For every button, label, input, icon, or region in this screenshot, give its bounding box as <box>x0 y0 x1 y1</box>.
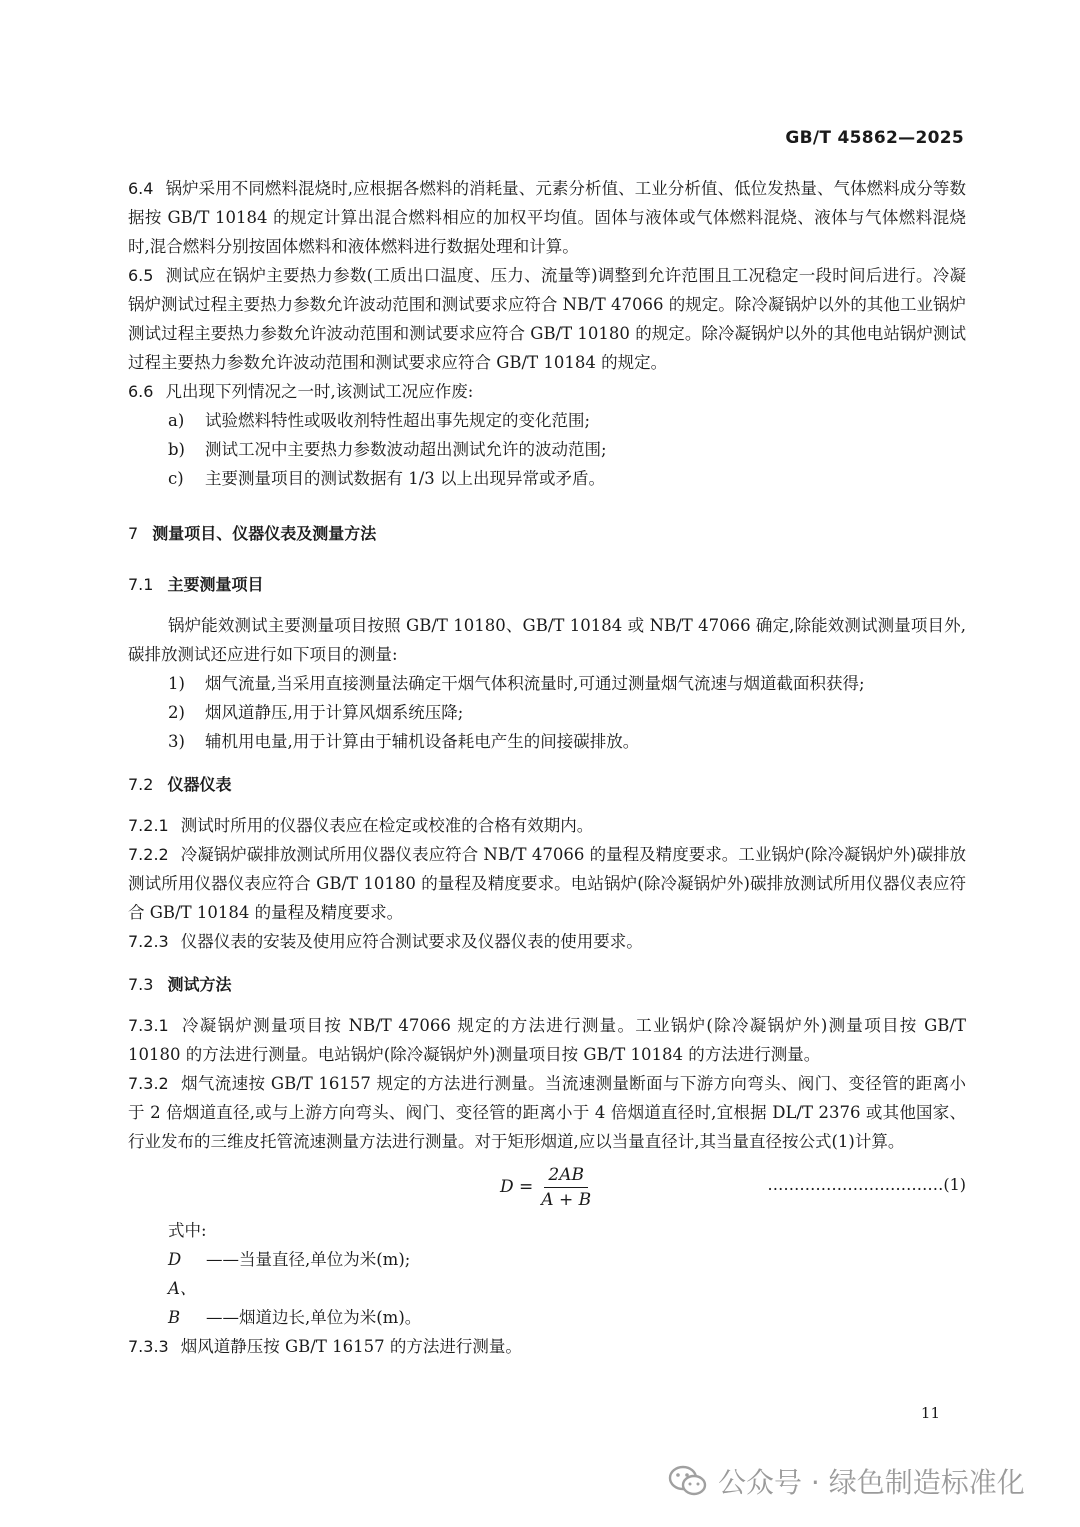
numerator: 2AB <box>544 1165 588 1188</box>
clause-6-4 <box>128 174 966 261</box>
standard-number: GB/T 45862—2025 <box>785 128 964 148</box>
fraction <box>541 1165 591 1210</box>
clause-text: 测试应在锅炉主要热力参数(工质出口温度、压力、流量等)调整到允许范围且工况稳定一段时间后进行。冷凝锅炉测试过程主要热力参数允许波动范围和测试要求应符合 NB/T 47066 的规定。除冷凝锅炉以外的其他工业锅炉测试过程主要热力参数允许波动范围和测试要求应符合 GB/T 10180 的规定。除冷凝锅炉以外的其他电站锅炉测试过程主要热力参数允许波动范围和测试要求应符合 GB/T 10184 的规定。 <box>128 266 966 372</box>
section-number: 7 <box>128 524 139 543</box>
clause-number: 6.6 <box>128 382 154 401</box>
clause-text: 锅炉采用不同燃料混烧时,应根据各燃料的消耗量、元素分析值、工业分析值、低位发热量、气体燃料成分等数据按 GB/T 10184 的规定计算出混合燃料相应的加权平均值。固体与液体或气体燃料混烧、液体与气体燃料混烧时,混合燃料分别按固体燃料和液体燃料进行数据处理和计算。 <box>128 179 966 256</box>
equation <box>500 1162 591 1212</box>
list-label: 1) <box>168 674 185 693</box>
clause-number: 6.5 <box>128 266 154 285</box>
list-text: 测试工况中主要热力参数波动超出测试允许的波动范围; <box>205 440 607 459</box>
clause-7-2-3 <box>128 927 966 956</box>
list-label: 3) <box>168 732 185 751</box>
page-number: 11 <box>920 1404 940 1422</box>
clause-7-2-2 <box>128 840 966 927</box>
list-item <box>128 698 966 727</box>
variable-definition <box>128 1274 966 1332</box>
clause-text: 凡出现下列情况之一时,该测试工况应作废: <box>165 382 474 401</box>
section-title: 测量项目、仪器仪表及测量方法 <box>152 524 377 543</box>
section-number: 7.1 <box>128 575 154 594</box>
section-number: 7.2 <box>128 775 154 794</box>
list-text: 烟风道静压,用于计算风烟系统压降; <box>205 703 464 722</box>
variable-symbol: D <box>168 1250 182 1269</box>
clause-7-3-2 <box>128 1069 966 1156</box>
watermark-text: 公众号 · 绿色制造标准化 <box>718 1466 1025 1499</box>
equation-number: ……………………………(1) <box>767 1175 966 1194</box>
clause-number: 7.2.3 <box>128 932 169 951</box>
variable-definition <box>128 1245 966 1274</box>
list-label: c) <box>168 469 184 488</box>
section-title: 仪器仪表 <box>167 775 232 794</box>
clause-text: 冷凝锅炉测量项目按 NB/T 47066 规定的方法进行测量。工业锅炉(除冷凝锅炉外)测量项目按 GB/T 10180 的方法进行测量。电站锅炉(除冷凝锅炉外)测量项目按 GB/T 10184 的方法进行测量。 <box>128 1016 966 1064</box>
clause-text: 烟风道静压按 GB/T 16157 的方法进行测量。 <box>180 1337 522 1356</box>
clause-text: 烟气流速按 GB/T 16157 规定的方法进行测量。当流速测量断面与下游方向弯头、阀门、变径管的距离小于 2 倍烟道直径,或与上游方向弯头、阀门、变径管的距离小于 4 倍烟道直径时,宜根据 DL/T 2376 或其他国家、行业发布的三维皮托管流速测量方法进行测量。对于矩形烟道,应以当量直径计,其当量直径按公式(1)计算。 <box>128 1074 966 1151</box>
section-heading-7-3 <box>128 970 966 999</box>
clause-number: 7.2.1 <box>128 816 169 835</box>
list-text: 主要测量项目的测试数据有 1/3 以上出现异常或矛盾。 <box>205 469 606 488</box>
list-item <box>128 669 966 698</box>
list-label: a) <box>168 411 185 430</box>
clause-number: 6.4 <box>128 179 154 198</box>
clause-text: 仪器仪表的安装及使用应符合测试要求及仪器仪表的使用要求。 <box>180 932 643 951</box>
list-label: 2) <box>168 703 185 722</box>
clause-number: 7.3.3 <box>128 1337 169 1356</box>
list-text: 烟气流量,当采用直接测量法确定干烟气体积流量时,可通过测量烟气流速与烟道截面积获得; <box>205 674 865 693</box>
wechat-icon <box>668 1464 708 1498</box>
list-text: 试验燃料特性或吸收剂特性超出事先规定的变化范围; <box>205 411 591 430</box>
section-title: 主要测量项目 <box>167 575 264 594</box>
where-label: 式中: <box>168 1221 207 1240</box>
watermark <box>668 1461 1025 1501</box>
clause-text: 测试时所用的仪器仪表应在检定或校准的合格有效期内。 <box>180 816 594 835</box>
section-number: 7.3 <box>128 975 154 994</box>
list-item <box>128 464 966 493</box>
clause-number: 7.3.2 <box>128 1074 169 1093</box>
list-text: 辅机用电量,用于计算由于辅机设备耗电产生的间接碳排放。 <box>205 732 640 751</box>
list-item <box>128 435 966 464</box>
clause-text: 冷凝锅炉碳排放测试所用仪器仪表应符合 NB/T 47066 的量程及精度要求。工业锅炉(除冷凝锅炉外)碳排放测试所用仪器仪表应符合 GB/T 10180 的量程及精度要求。电站锅炉(除冷凝锅炉外)碳排放测试所用仪器仪表应符合 GB/T 10184 的量程及精度要求。 <box>128 845 966 922</box>
variable-description: ——烟道边长,单位为米(m)。 <box>206 1308 422 1327</box>
document-body <box>128 174 966 1361</box>
formula-1 <box>128 1162 966 1212</box>
section-heading-7-2 <box>128 770 966 799</box>
clause-7-2-1 <box>128 811 966 840</box>
list-item <box>128 406 966 435</box>
list-item <box>128 727 966 756</box>
section-title: 测试方法 <box>167 975 232 994</box>
clause-number: 7.2.2 <box>128 845 169 864</box>
equation-lhs: D = <box>500 1177 534 1197</box>
section-heading-7 <box>128 519 966 548</box>
clause-number: 7.3.1 <box>128 1016 169 1035</box>
section-heading-7-1 <box>128 570 966 599</box>
paragraph: 锅炉能效测试主要测量项目按照 GB/T 10180、GB/T 10184 或 NB/T 47066 确定,除能效测试测量项目外,碳排放测试还应进行如下项目的测量: <box>128 616 966 664</box>
list-label: b) <box>168 440 185 459</box>
clause-6-5 <box>128 261 966 377</box>
variable-symbol: A、B <box>168 1279 197 1327</box>
clause-7-3-3 <box>128 1332 966 1361</box>
variable-description: ——当量直径,单位为米(m); <box>206 1250 411 1269</box>
clause-7-3-1 <box>128 1011 966 1069</box>
clause-6-6 <box>128 377 966 406</box>
denominator: A + B <box>541 1189 592 1210</box>
